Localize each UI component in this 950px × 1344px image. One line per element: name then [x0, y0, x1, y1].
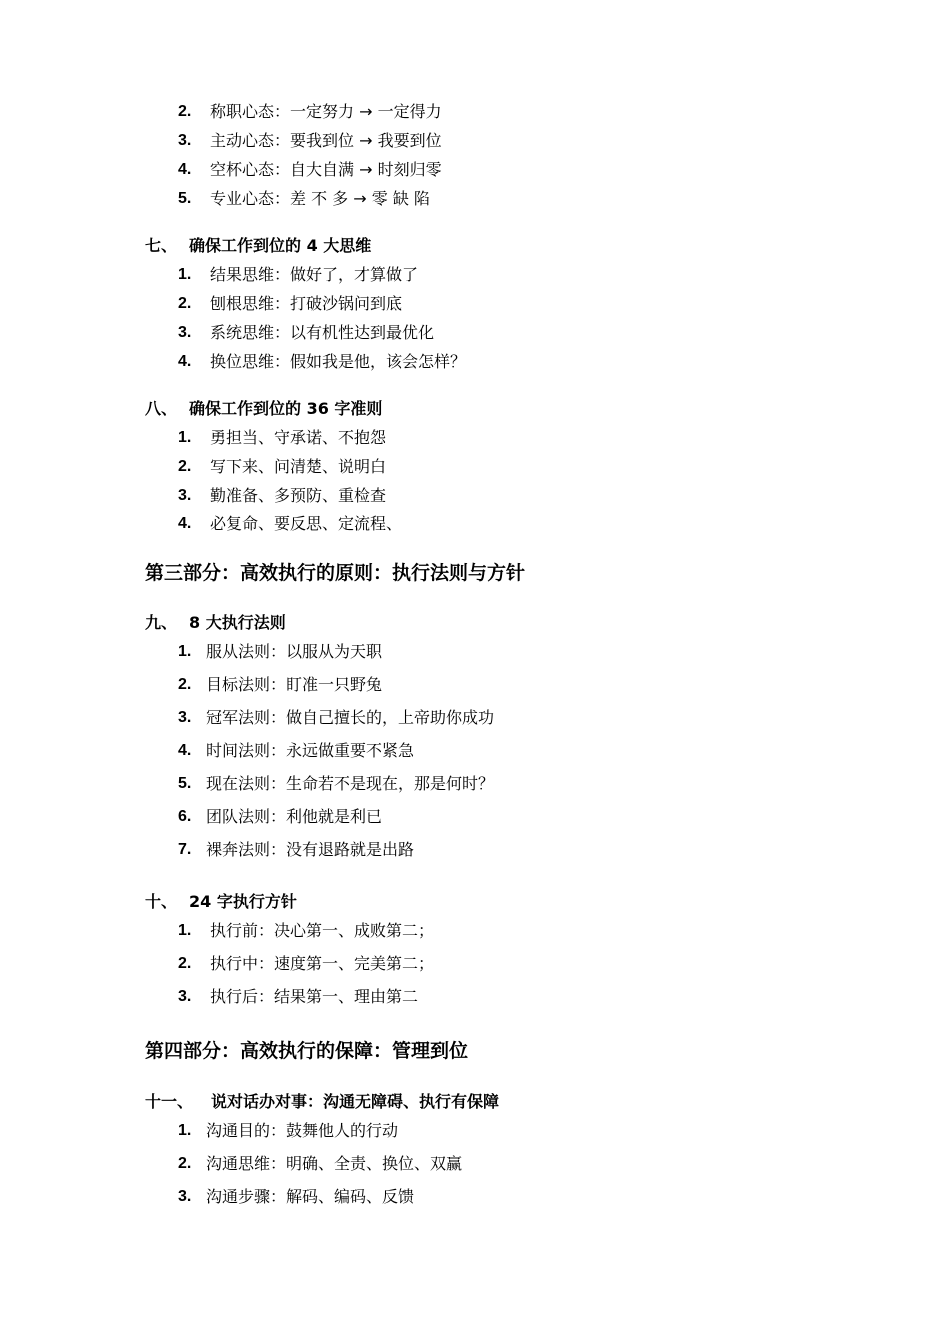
section-number: 十一、 [145, 1092, 194, 1111]
list-number: 3. [178, 709, 192, 726]
list-number: 6. [178, 808, 192, 825]
list-number: 7. [178, 841, 192, 858]
list-item-text: 勤准备、多预防、重检查 [210, 486, 387, 505]
list-number: 3. [178, 132, 192, 149]
list-item-text: 换位思维：假如我是他，该会怎样？ [210, 352, 467, 371]
list-number: 1. [178, 922, 192, 939]
list-number: 5. [178, 775, 192, 792]
list-item-text: 沟通思维：明确、全责、换位、双赢 [206, 1154, 463, 1173]
list-number: 4. [178, 515, 192, 532]
list-item-text: 执行后：结果第一、理由第二 [210, 987, 419, 1006]
list-number: 2. [178, 1155, 192, 1172]
list-number: 1. [178, 1122, 192, 1139]
list-item-text: 结果思维：做好了，才算做了 [210, 265, 419, 284]
list-number: 4. [178, 161, 192, 178]
list-number: 2. [178, 676, 192, 693]
section-number: 九、 [145, 613, 178, 632]
list-item-text: 专业心态：差 不 多 → 零 缺 陷 [210, 189, 430, 208]
section-number: 十、 [145, 892, 178, 911]
section-title: 24 字执行方针 [189, 892, 297, 911]
list-number: 5. [178, 190, 192, 207]
list-item-text: 空杯心态：自大自满 → 时刻归零 [210, 160, 442, 179]
list-item-text: 目标法则：盯准一只野兔 [206, 675, 383, 694]
section-heading-11 [145, 1092, 605, 1112]
list-item-text: 主动心态：要我到位 → 我要到位 [210, 131, 442, 150]
section-number: 七、 [145, 236, 178, 255]
list-item-text: 团队法则：利他就是利已 [206, 807, 383, 826]
list-item-text: 刨根思维：打破沙锅问到底 [210, 294, 403, 313]
list-number: 2. [178, 955, 192, 972]
list-item-text: 执行前：决心第一、成败第二； [210, 921, 435, 940]
section-heading-7 [145, 236, 545, 256]
section-title: 8 大执行法则 [189, 613, 286, 632]
section-heading-8 [145, 399, 545, 419]
list-item-text: 系统思维：以有机性达到最优化 [210, 323, 435, 342]
list-item-text: 现在法则：生命若不是现在，那是何时？ [206, 774, 495, 793]
part-heading-4: 第四部分：高效执行的保障：管理到位 [145, 1040, 469, 1062]
list-item-text: 执行中：速度第一、完美第二； [210, 954, 435, 973]
section-title: 说对话办对事：沟通无障碍、执行有保障 [211, 1092, 500, 1111]
list-item-text: 勇担当、守承诺、不抱怨 [210, 428, 387, 447]
list-item-text: 写下来、问清楚、说明白 [210, 457, 387, 476]
section-title: 确保工作到位的 4 大思维 [189, 236, 372, 255]
list-item-text: 冠军法则：做自己擅长的，上帝助你成功 [206, 708, 495, 727]
list-item-text: 必复命、要反思、定流程、 [210, 514, 403, 533]
list-item-text: 裸奔法则：没有退路就是出路 [206, 840, 415, 859]
list-item-text: 服从法则：以服从为天职 [206, 642, 383, 661]
list-number: 1. [178, 266, 192, 283]
list-item-text: 时间法则：永远做重要不紧急 [206, 741, 415, 760]
list-number: 3. [178, 487, 192, 504]
section-title: 确保工作到位的 36 字准则 [189, 399, 383, 418]
list-number: 2. [178, 458, 192, 475]
list-number: 2. [178, 295, 192, 312]
list-number: 4. [178, 742, 192, 759]
section-heading-10 [145, 892, 545, 912]
list-item-text: 沟通目的：鼓舞他人的行动 [206, 1121, 399, 1140]
list-number: 3. [178, 988, 192, 1005]
list-number: 2. [178, 103, 192, 120]
list-number: 3. [178, 324, 192, 341]
list-item-text: 称职心态：一定努力 → 一定得力 [210, 102, 442, 121]
list-number: 3. [178, 1188, 192, 1205]
part-heading-3: 第三部分：高效执行的原则：执行法则与方针 [145, 562, 526, 584]
list-number: 4. [178, 353, 192, 370]
list-number: 1. [178, 643, 192, 660]
list-number: 1. [178, 429, 192, 446]
section-heading-9 [145, 613, 545, 633]
list-item-text: 沟通步骤：解码、编码、反馈 [206, 1187, 415, 1206]
section-number: 八、 [145, 399, 178, 418]
